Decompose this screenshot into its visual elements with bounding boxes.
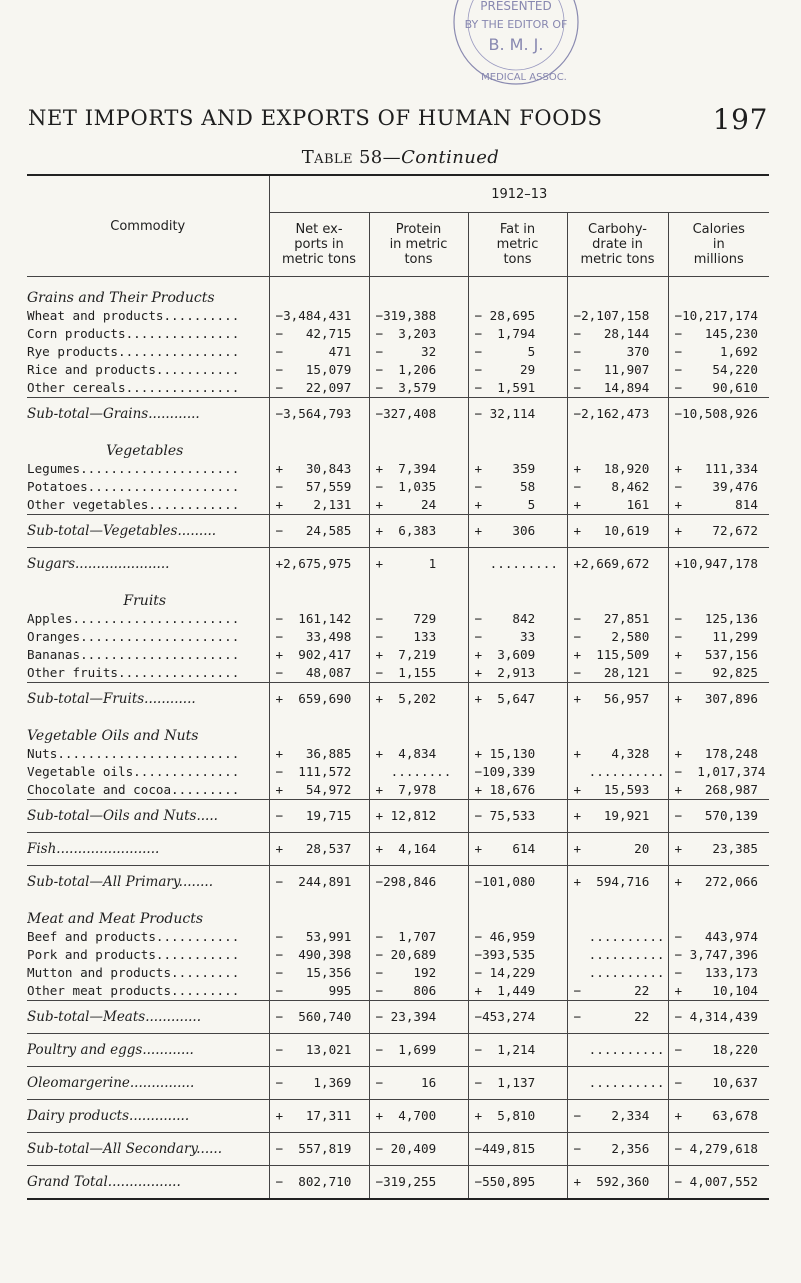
row-label: Poultry and eggs............ (27, 1034, 269, 1067)
section-heading: Vegetables (106, 443, 184, 459)
subtotal-row (27, 1166, 769, 1200)
row-label: Sub-total—Fruits............ (27, 683, 269, 716)
running-title: NET IMPORTS AND EXPORTS OF HUMAN FOODS (28, 106, 603, 130)
value-cell: + 28,537 (269, 833, 369, 866)
row-label: Corn products............... (27, 326, 240, 341)
value-cell: + 272,066 (668, 866, 769, 899)
empty-cell (668, 715, 769, 745)
value-cell: − 53,991 (269, 928, 369, 946)
value-cell: − 995 (269, 982, 369, 1001)
value-cell: − 15,079 (269, 361, 369, 379)
value-cell: − 2,580 (567, 628, 668, 646)
stamp-line-3: B. M. J. (488, 35, 544, 54)
row-label: Sub-total—Oils and Nuts..... (27, 800, 269, 833)
row-label: Dairy products.............. (27, 1100, 269, 1133)
value-cell: + 1,449 (468, 982, 567, 1001)
value-cell: + 15,130 (468, 745, 567, 763)
table-row (27, 946, 769, 964)
table-row (27, 964, 769, 982)
table-row (27, 781, 769, 800)
value-cell: + 178,248 (668, 745, 769, 763)
value-cell: −319,388 (369, 307, 468, 325)
empty-cell (269, 898, 369, 928)
empty-cell (269, 715, 369, 745)
value-cell: + 902,417 (269, 646, 369, 664)
row-label: Other vegetables............ (27, 497, 240, 512)
value-cell: − 20,409 (369, 1133, 468, 1166)
row-label: Rye products................ (27, 344, 240, 359)
section-heading-row (27, 430, 769, 460)
value-cell: − 560,740 (269, 1001, 369, 1034)
value-cell: − 54,220 (668, 361, 769, 379)
value-cell: − 1,794 (468, 325, 567, 343)
value-cell: − 2,356 (567, 1133, 668, 1166)
value-cell: + 7,219 (369, 646, 468, 664)
value-cell: − 10,637 (668, 1067, 769, 1100)
value-cell: + 5,647 (468, 683, 567, 716)
empty-cell (369, 898, 468, 928)
table-row (27, 646, 769, 664)
subtotal-row (27, 398, 769, 431)
value-cell: − 111,572 (269, 763, 369, 781)
value-cell: + 4,328 (567, 745, 668, 763)
value-cell: − 244,891 (269, 866, 369, 899)
value-cell: − 125,136 (668, 610, 769, 628)
empty-cell (269, 277, 369, 308)
value-cell: −298,846 (369, 866, 468, 899)
subtotal-row (27, 866, 769, 899)
value-cell: −3,484,431 (269, 307, 369, 325)
value-cell: − 24,585 (269, 515, 369, 548)
section-heading: Meat and Meat Products (27, 911, 204, 927)
row-label: Fish........................ (27, 833, 269, 866)
value-cell: + 36,885 (269, 745, 369, 763)
value-cell: − 1,214 (468, 1034, 567, 1067)
caption-prefix: Table 58— (301, 147, 402, 168)
value-cell: + 7,978 (369, 781, 468, 800)
value-cell: − 1,369 (269, 1067, 369, 1100)
row-label: Sub-total—Vegetables......... (27, 515, 269, 548)
value-cell: + 5 (468, 496, 567, 515)
column-header: Calories in millions (668, 213, 769, 277)
value-cell: − 22 (567, 982, 668, 1001)
value-cell: −319,255 (369, 1166, 468, 1200)
value-cell: − 16 (369, 1067, 468, 1100)
subtotal-row (27, 683, 769, 716)
value-cell: − 15,356 (269, 964, 369, 982)
value-cell: −101,080 (468, 866, 567, 899)
empty-cell (468, 580, 567, 610)
value-cell: + 307,896 (668, 683, 769, 716)
table-row (27, 763, 769, 781)
row-label: Oranges..................... (27, 629, 240, 644)
table-row (27, 496, 769, 515)
empty-cell (369, 715, 468, 745)
value-cell: − 90,610 (668, 379, 769, 398)
value-cell: + 30,843 (269, 460, 369, 478)
section-heading-row (27, 715, 769, 745)
value-cell: − 14,894 (567, 379, 668, 398)
value-cell: + 23,385 (668, 833, 769, 866)
row-label: Nuts........................ (27, 746, 240, 761)
value-cell: − 1,707 (369, 928, 468, 946)
value-cell: ......... (468, 548, 567, 581)
row-label: Rice and products........... (27, 362, 240, 377)
value-cell: − 33,498 (269, 628, 369, 646)
value-cell: − 370 (567, 343, 668, 361)
value-cell: .......... (567, 946, 668, 964)
value-cell: − 443,974 (668, 928, 769, 946)
value-cell: + 814 (668, 496, 769, 515)
value-cell: + 659,690 (269, 683, 369, 716)
value-cell: + 268,987 (668, 781, 769, 800)
empty-cell (468, 430, 567, 460)
value-cell: + 19,921 (567, 800, 668, 833)
value-cell: + 115,509 (567, 646, 668, 664)
table-row (27, 478, 769, 496)
value-cell: −10,508,926 (668, 398, 769, 431)
column-header: Net ex- ports in metric tons (269, 213, 369, 277)
value-cell: − 1,137 (468, 1067, 567, 1100)
value-cell: − 1,017,374 (668, 763, 769, 781)
value-cell: − 11,907 (567, 361, 668, 379)
value-cell: + 6,383 (369, 515, 468, 548)
value-cell: + 24 (369, 496, 468, 515)
value-cell: + 4,834 (369, 745, 468, 763)
library-stamp (446, 0, 586, 92)
value-cell: + 161 (567, 496, 668, 515)
value-cell: + 10,619 (567, 515, 668, 548)
value-cell: − 8,462 (567, 478, 668, 496)
value-cell: + 72,672 (668, 515, 769, 548)
value-cell: + 10,104 (668, 982, 769, 1001)
row-label: Other meat products......... (27, 983, 240, 998)
value-cell: + 5,810 (468, 1100, 567, 1133)
value-cell: + 359 (468, 460, 567, 478)
value-cell: − 471 (269, 343, 369, 361)
value-cell: − 32 (369, 343, 468, 361)
value-cell: − 133,173 (668, 964, 769, 982)
value-cell: − 1,692 (668, 343, 769, 361)
subtotal-row (27, 515, 769, 548)
value-cell: − 23,394 (369, 1001, 468, 1034)
value-cell: + 17,311 (269, 1100, 369, 1133)
empty-cell (668, 430, 769, 460)
empty-cell (269, 430, 369, 460)
section-heading-row (27, 580, 769, 610)
value-cell: + 54,972 (269, 781, 369, 800)
row-label: Potatoes.................... (27, 479, 240, 494)
value-cell: − 14,229 (468, 964, 567, 982)
table-row (27, 361, 769, 379)
data-table (27, 174, 769, 1200)
caption-suffix: Continued (401, 147, 500, 168)
value-cell: − 4,314,439 (668, 1001, 769, 1034)
empty-cell (567, 898, 668, 928)
value-cell: − 22 (567, 1001, 668, 1034)
column-header: Protein in metric tons (369, 213, 468, 277)
value-cell: − 802,710 (269, 1166, 369, 1200)
value-cell: −109,339 (468, 763, 567, 781)
section-heading-row (27, 898, 769, 928)
value-cell: −3,564,793 (269, 398, 369, 431)
value-cell: − 806 (369, 982, 468, 1001)
subtotal-row (27, 548, 769, 581)
value-cell: − 1,155 (369, 664, 468, 683)
empty-cell (369, 430, 468, 460)
value-cell: − 161,142 (269, 610, 369, 628)
subtotal-row (27, 1100, 769, 1133)
value-cell: .......... (567, 763, 668, 781)
table-row (27, 343, 769, 361)
empty-cell (567, 715, 668, 745)
row-label: Legumes..................... (27, 461, 240, 476)
value-cell: ........ (369, 763, 468, 781)
value-cell: +2,675,975 (269, 548, 369, 581)
row-label: Sub-total—All Primary........ (27, 866, 269, 899)
empty-cell (668, 898, 769, 928)
value-cell: + 15,593 (567, 781, 668, 800)
value-cell: − 48,087 (269, 664, 369, 683)
value-cell: − 1,591 (468, 379, 567, 398)
value-cell: −327,408 (369, 398, 468, 431)
value-cell: + 7,394 (369, 460, 468, 478)
value-cell: − 2,334 (567, 1100, 668, 1133)
column-header: Carbohy- drate in metric tons (567, 213, 668, 277)
value-cell: − 557,819 (269, 1133, 369, 1166)
value-cell: − 42,715 (269, 325, 369, 343)
value-cell: + 5,202 (369, 683, 468, 716)
value-cell: − 192 (369, 964, 468, 982)
table-row (27, 745, 769, 763)
value-cell: .......... (567, 1034, 668, 1067)
value-cell: + 4,700 (369, 1100, 468, 1133)
value-cell: + 306 (468, 515, 567, 548)
value-cell: − 19,715 (269, 800, 369, 833)
row-label: Vegetable oils.............. (27, 764, 240, 779)
value-cell: − 27,851 (567, 610, 668, 628)
row-label: Other cereals............... (27, 380, 240, 395)
value-cell: + 12,812 (369, 800, 468, 833)
table-caption (0, 147, 801, 168)
value-cell: − 3,579 (369, 379, 468, 398)
value-cell: − 4,007,552 (668, 1166, 769, 1200)
value-cell: .......... (567, 964, 668, 982)
empty-cell (468, 715, 567, 745)
value-cell: + 2,131 (269, 496, 369, 515)
value-cell: − 28,695 (468, 307, 567, 325)
value-cell: − 39,476 (668, 478, 769, 496)
year-header: 1912–13 (269, 175, 769, 213)
row-label: Pork and products........... (27, 947, 240, 962)
value-cell: .......... (567, 928, 668, 946)
section-heading: Fruits (123, 593, 167, 609)
value-cell: − 133 (369, 628, 468, 646)
value-cell: − 75,533 (468, 800, 567, 833)
row-label: Grand Total................. (27, 1166, 269, 1200)
subtotal-row (27, 1067, 769, 1100)
value-cell: −449,815 (468, 1133, 567, 1166)
empty-cell (668, 580, 769, 610)
value-cell: + 2,913 (468, 664, 567, 683)
value-cell: − 13,021 (269, 1034, 369, 1067)
value-cell: −393,535 (468, 946, 567, 964)
value-cell: +2,669,672 (567, 548, 668, 581)
value-cell: + 1 (369, 548, 468, 581)
table-row (27, 307, 769, 325)
value-cell: − 1,699 (369, 1034, 468, 1067)
value-cell: −2,162,473 (567, 398, 668, 431)
value-cell: + 4,164 (369, 833, 468, 866)
value-cell: − 842 (468, 610, 567, 628)
value-cell: − 28,144 (567, 325, 668, 343)
row-label: Oleomargerine............... (27, 1067, 269, 1100)
value-cell: + 111,334 (668, 460, 769, 478)
value-cell: − 1,206 (369, 361, 468, 379)
page-number: 197 (712, 103, 768, 136)
value-cell: − 145,230 (668, 325, 769, 343)
value-cell: + 20 (567, 833, 668, 866)
value-cell: − 11,299 (668, 628, 769, 646)
empty-cell (668, 277, 769, 308)
value-cell: + 18,676 (468, 781, 567, 800)
table-row (27, 628, 769, 646)
empty-cell (567, 277, 668, 308)
value-cell: − 29 (468, 361, 567, 379)
value-cell: −10,217,174 (668, 307, 769, 325)
section-heading: Grains and Their Products (27, 290, 215, 306)
value-cell: − 20,689 (369, 946, 468, 964)
value-cell: − 729 (369, 610, 468, 628)
section-heading-row (27, 277, 769, 308)
row-label: Other fruits................ (27, 665, 240, 680)
value-cell: − 490,398 (269, 946, 369, 964)
empty-cell (468, 277, 567, 308)
value-cell: + 63,678 (668, 1100, 769, 1133)
empty-cell (369, 277, 468, 308)
value-cell: + 18,920 (567, 460, 668, 478)
row-label: Sub-total—All Secondary...... (27, 1133, 269, 1166)
value-cell: .......... (567, 1067, 668, 1100)
empty-cell (269, 580, 369, 610)
value-cell: − 92,825 (668, 664, 769, 683)
subtotal-row (27, 1133, 769, 1166)
value-cell: + 614 (468, 833, 567, 866)
value-cell: − 32,114 (468, 398, 567, 431)
value-cell: − 5 (468, 343, 567, 361)
row-label: Sugars...................... (27, 548, 269, 581)
row-label: Bananas..................... (27, 647, 240, 662)
row-label: Sub-total—Meats............. (27, 1001, 269, 1034)
stamp-line-2: BY THE EDITOR OF (464, 18, 568, 31)
row-label: Beef and products........... (27, 929, 240, 944)
row-label: Sub-total—Grains............ (27, 398, 269, 431)
subtotal-row (27, 800, 769, 833)
value-cell: − 570,139 (668, 800, 769, 833)
table-row (27, 379, 769, 398)
empty-cell (567, 430, 668, 460)
value-cell: −453,274 (468, 1001, 567, 1034)
value-cell: + 3,609 (468, 646, 567, 664)
value-cell: − 3,203 (369, 325, 468, 343)
value-cell: − 1,035 (369, 478, 468, 496)
value-cell: + 592,360 (567, 1166, 668, 1200)
value-cell: − 28,121 (567, 664, 668, 683)
empty-cell (468, 898, 567, 928)
value-cell: − 3,747,396 (668, 946, 769, 964)
value-cell: + 594,716 (567, 866, 668, 899)
row-label: Mutton and products......... (27, 965, 240, 980)
table-row (27, 928, 769, 946)
value-cell: − 58 (468, 478, 567, 496)
subtotal-row (27, 833, 769, 866)
table-row (27, 460, 769, 478)
value-cell: −550,895 (468, 1166, 567, 1200)
table-row (27, 610, 769, 628)
row-label: Chocolate and cocoa......... (27, 782, 240, 797)
table-row (27, 982, 769, 1001)
page-header (28, 103, 768, 140)
empty-cell (567, 580, 668, 610)
value-cell: − 33 (468, 628, 567, 646)
value-cell: − 18,220 (668, 1034, 769, 1067)
value-cell: − 4,279,618 (668, 1133, 769, 1166)
value-cell: − 46,959 (468, 928, 567, 946)
table-row (27, 664, 769, 683)
stamp-line-1: PRESENTED (480, 0, 552, 13)
empty-cell (369, 580, 468, 610)
value-cell: − 22,097 (269, 379, 369, 398)
section-heading: Vegetable Oils and Nuts (27, 728, 199, 744)
subtotal-row (27, 1001, 769, 1034)
row-label: Apples...................... (27, 611, 240, 626)
value-cell: + 537,156 (668, 646, 769, 664)
commodity-header: Commodity (27, 175, 269, 277)
row-label: Wheat and products.......... (27, 308, 240, 323)
value-cell: − 57,559 (269, 478, 369, 496)
value-cell: + 56,957 (567, 683, 668, 716)
value-cell: −2,107,158 (567, 307, 668, 325)
column-header: Fat in metric tons (468, 213, 567, 277)
stamp-line-4: MEDICAL ASSOC. (481, 72, 567, 83)
value-cell: +10,947,178 (668, 548, 769, 581)
subtotal-row (27, 1034, 769, 1067)
table-row (27, 325, 769, 343)
